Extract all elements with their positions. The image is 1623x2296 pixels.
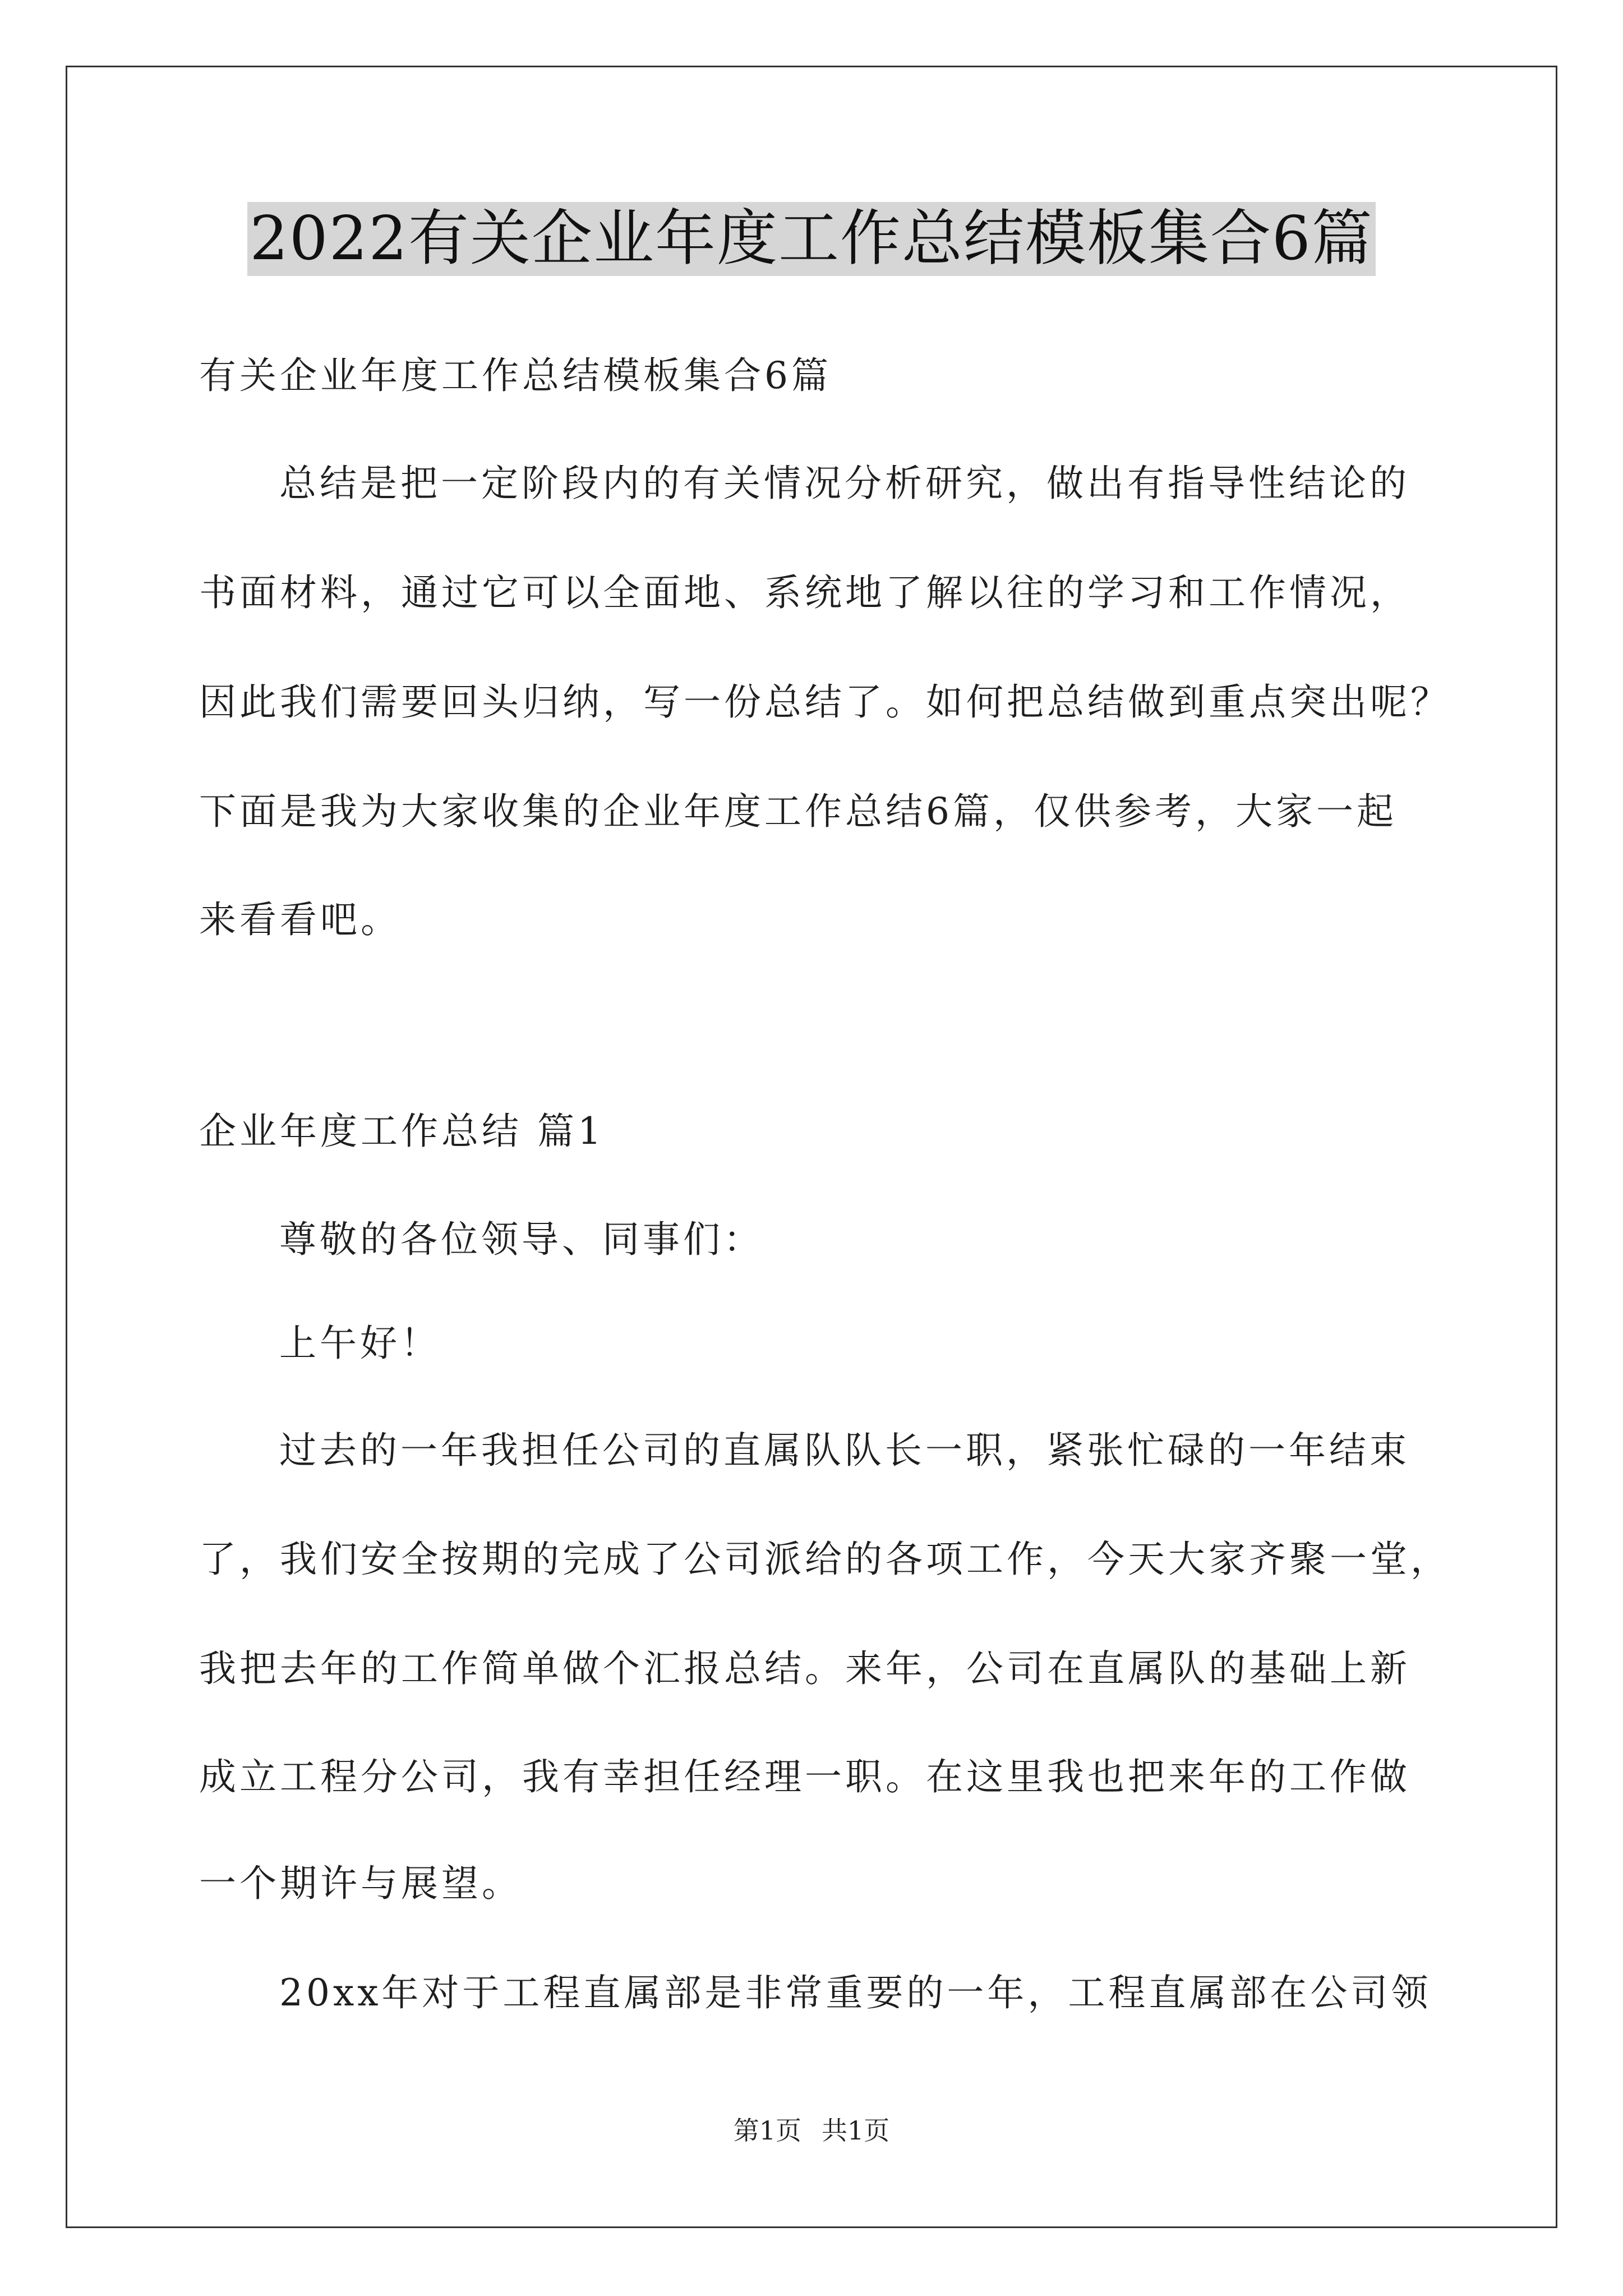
- paragraph-line: 一个期许与展望。: [199, 1862, 522, 1905]
- document-title: 2022有关企业年度工作总结模板集合6篇: [247, 202, 1376, 276]
- intro-line: 来看看吧。: [199, 898, 401, 941]
- page-footer: [0, 2115, 1623, 2146]
- intro-line: 下面是我为大家收集的企业年度工作总结6篇，仅供参考，大家一起: [199, 790, 1397, 833]
- greeting: 尊敬的各位领导、同事们：: [279, 1218, 764, 1261]
- page-number-current: 第1页: [733, 2115, 801, 2146]
- intro-line: 书面材料，通过它可以全面地、系统地了解以往的学习和工作情况，: [199, 571, 1410, 614]
- paragraph-line: 我把去年的工作简单做个汇报总结。来年，公司在直属队的基础上新: [199, 1647, 1410, 1690]
- intro-line: 总结是把一定阶段内的有关情况分析研究，做出有指导性结论的: [279, 462, 1410, 505]
- paragraph-line: 了，我们安全按期的完成了公司派给的各项工作，今天大家齐聚一堂，: [199, 1538, 1451, 1581]
- salutation: 上午好！: [279, 1322, 441, 1365]
- paragraph-line: 成立工程分公司，我有幸担任经理一职。在这里我也把来年的工作做: [199, 1755, 1410, 1798]
- paragraph-line: 20xx年对于工程直属部是非常重要的一年，工程直属部在公司领: [279, 1971, 1432, 2014]
- section-heading: 企业年度工作总结 篇1: [199, 1110, 605, 1153]
- page-number-total: 共1页: [822, 2115, 890, 2146]
- paragraph-line: 过去的一年我担任公司的直属队队长一职，紧张忙碌的一年结束: [279, 1429, 1410, 1472]
- document-subtitle: 有关企业年度工作总结模板集合6篇: [199, 354, 832, 397]
- title-container: [0, 202, 1623, 276]
- intro-line: 因此我们需要回头归纳，写一份总结了。如何把总结做到重点突出呢？: [199, 680, 1451, 724]
